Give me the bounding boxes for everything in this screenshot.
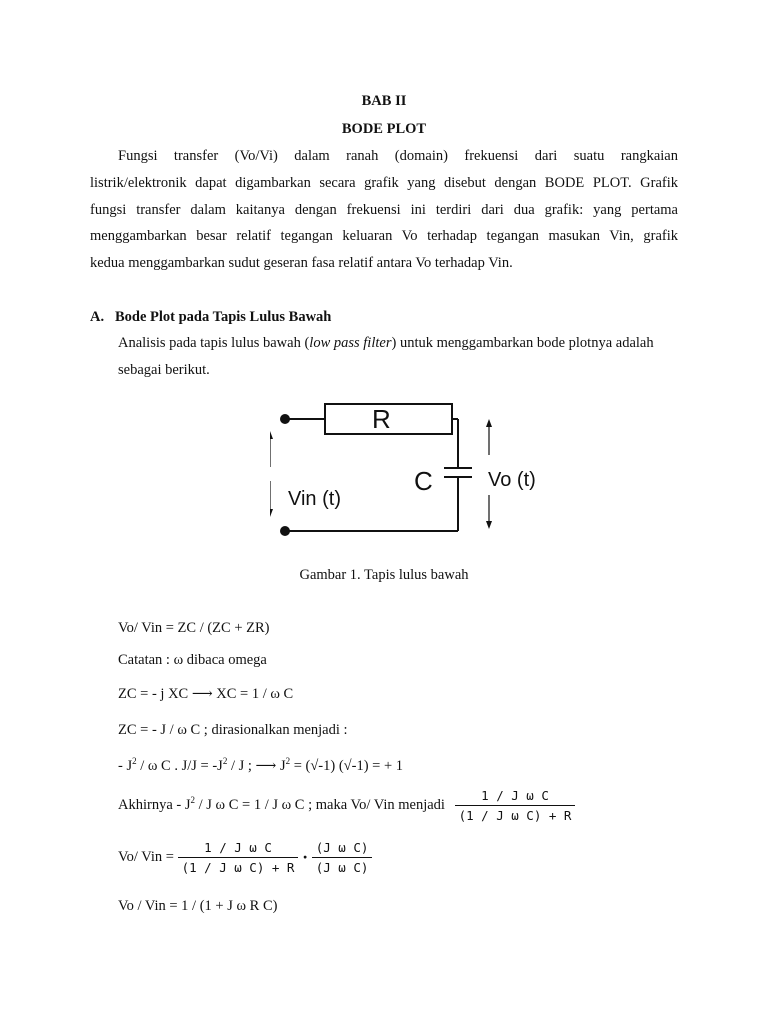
eq4-sup-2: 2 bbox=[222, 756, 228, 767]
eq6-denominator-2: (J ω C) bbox=[315, 860, 369, 875]
vo-label: Vo (t) bbox=[488, 469, 536, 491]
equation-zc-rational: ZC = - J / ω C ; dirasionalkan menjadi : bbox=[118, 722, 348, 738]
vin-label: Vin (t) bbox=[288, 488, 341, 510]
eq4-part-d: = (√-1) (√-1) = + 1 bbox=[290, 758, 404, 774]
equation-vo-vin-fraction bbox=[118, 840, 372, 875]
eq6-fraction-1 bbox=[178, 840, 299, 875]
intro-line-2: listrik/elektronik dapat digambarkan secara grafik yang disebut dengan BODE PLOT. Grafik bbox=[90, 175, 678, 191]
eq5-denominator: (1 / J ω C) + R bbox=[458, 808, 572, 823]
section-a-text-line-1 bbox=[118, 335, 706, 352]
intro-line-1: Fungsi transfer (Vo/Vi) dalam ranah (domain) frekuensi dari suatu rangkaian bbox=[118, 148, 678, 164]
eq6-dot: · bbox=[302, 847, 309, 867]
intro-line-5: kedua menggambarkan sudut geseran fasa relatif antara Vo terhadap Vin. bbox=[90, 255, 513, 271]
low-pass-filter-circuit bbox=[270, 395, 560, 550]
eq5-part-a: Akhirnya - J bbox=[118, 796, 191, 813]
eq6-denominator-1: (1 / J ω C) + R bbox=[181, 860, 295, 875]
eq5-part-b: / J ω C = 1 / J ω C ; maka Vo/ Vin menjadi bbox=[195, 796, 445, 813]
eq4-part-b: / ω C . J/J = -J bbox=[136, 758, 223, 774]
equation-note: Catatan : ω dibaca omega bbox=[118, 652, 267, 668]
input-terminal-top bbox=[280, 414, 290, 424]
section-a-text-after: ) untuk menggambarkan bode plotnya adalah bbox=[391, 335, 654, 351]
eq4-part-c: / J ; ⟶ J bbox=[227, 758, 286, 774]
equation-finally bbox=[118, 788, 575, 823]
equation-zc-xc: ZC = - j XC ⟶ XC = 1 / ω C bbox=[118, 686, 294, 702]
resistor-label: R bbox=[372, 404, 391, 434]
page-title: BODE PLOT bbox=[341, 121, 427, 137]
eq5-sup: 2 bbox=[190, 795, 195, 805]
eq4-sup-3: 2 bbox=[285, 756, 291, 767]
figure-caption: Gambar 1. Tapis lulus bawah bbox=[299, 567, 469, 583]
equation-final: Vo / Vin = 1 / (1 + J ω R C) bbox=[118, 898, 278, 914]
vin-arrowhead-down bbox=[270, 509, 273, 517]
eq4-part-a: - J bbox=[118, 758, 133, 774]
vin-arrowhead-up bbox=[270, 431, 273, 439]
vo-arrowhead-up bbox=[486, 419, 492, 427]
section-a-text-before: Analisis pada tapis lulus bawah ( bbox=[118, 335, 310, 351]
section-a-text-line-2: sebagai berikut. bbox=[118, 362, 210, 378]
input-terminal-bottom bbox=[280, 526, 290, 536]
eq5-numerator: 1 / J ω C bbox=[455, 788, 576, 806]
section-a-text-italic: low pass filter bbox=[309, 335, 392, 351]
eq6-fraction-2 bbox=[312, 840, 373, 875]
vo-arrowhead-down bbox=[486, 521, 492, 529]
eq6-numerator-1: 1 / J ω C bbox=[178, 840, 299, 858]
intro-line-3: fungsi transfer dalam kaitanya dengan frekuensi ini terdiri dari dua grafik: yang pertama bbox=[90, 202, 678, 218]
equation-transfer: Vo/ Vin = ZC / (ZC + ZR) bbox=[118, 620, 270, 636]
eq4-sup-1: 2 bbox=[132, 756, 137, 767]
capacitor-label: C bbox=[414, 466, 433, 496]
eq5-fraction bbox=[455, 788, 576, 823]
eq6-lhs: Vo/ Vin = bbox=[118, 848, 174, 865]
equation-j-squared bbox=[118, 758, 403, 775]
intro-line-4: menggambarkan besar relatif tegangan keluaran Vo terhadap tegangan masukan Vin, grafik bbox=[90, 228, 678, 244]
chapter-heading: BAB II bbox=[361, 93, 407, 109]
eq6-numerator-2: (J ω C) bbox=[312, 840, 373, 858]
section-a-heading: A. Bode Plot pada Tapis Lulus Bawah bbox=[90, 309, 332, 325]
